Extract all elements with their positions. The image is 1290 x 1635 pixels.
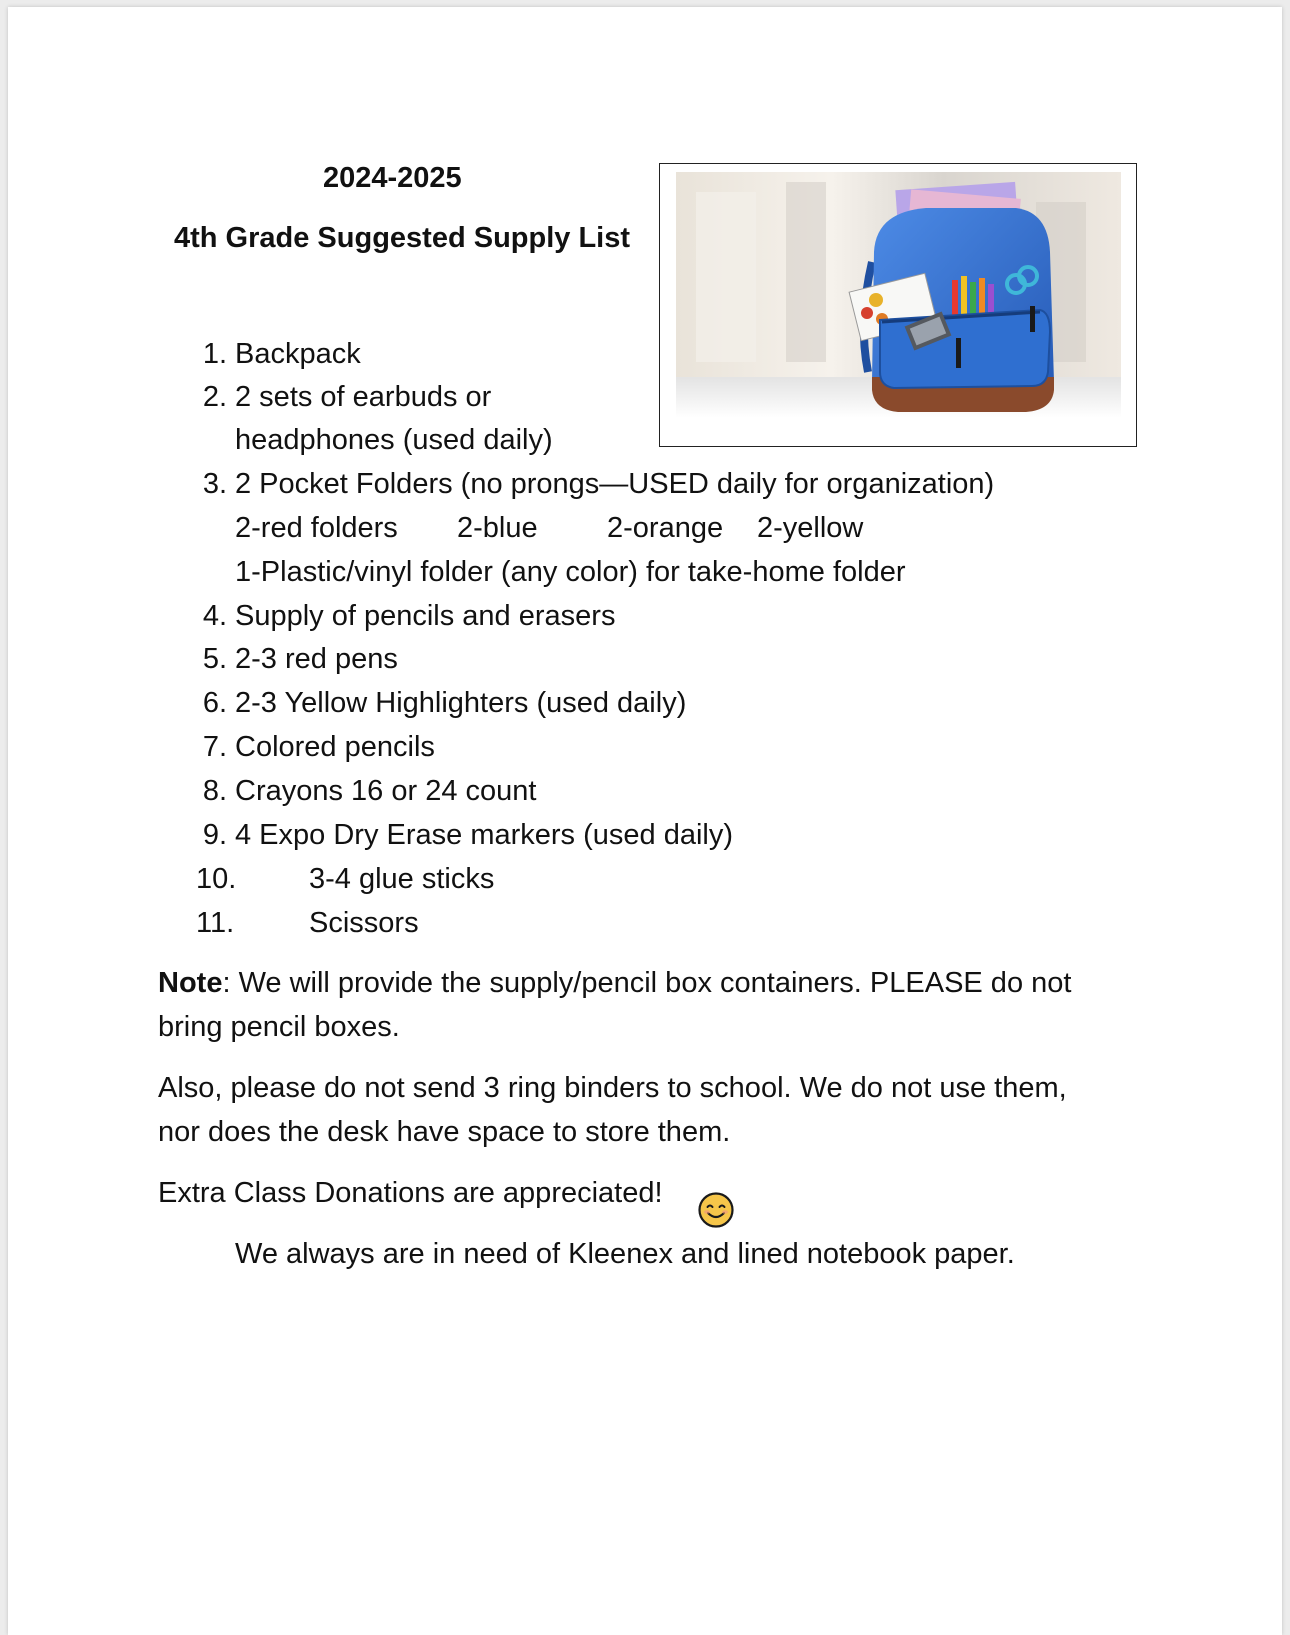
- list-item-number: 1.: [202, 338, 227, 370]
- binder-notice-line1: Also, please do not send 3 ring binders to school. We do not use them,: [158, 1072, 1067, 1104]
- list-item: Scissors: [309, 907, 419, 939]
- folder-color-orange: 2-orange: [607, 512, 724, 544]
- list-item: 4 Expo Dry Erase markers (used daily): [235, 819, 733, 851]
- list-item: 2 Pocket Folders (no prongs—USED daily for organization): [235, 468, 995, 500]
- list-item-number: 4.: [202, 600, 227, 632]
- smiley-icon: [698, 1192, 734, 1228]
- list-item: Backpack: [235, 338, 361, 370]
- folder-color-red: 2-red folders: [235, 512, 398, 544]
- list-item-number: 3.: [202, 468, 227, 500]
- list-item-number: 10.: [196, 863, 237, 895]
- donations-text: Extra Class Donations are appreciated!: [158, 1177, 663, 1209]
- binder-notice-line2: nor does the desk have space to store them.: [158, 1116, 731, 1148]
- list-item-continuation: headphones (used daily): [235, 424, 553, 456]
- note-paragraph: [158, 965, 1071, 1001]
- note-text-line2: bring pencil boxes.: [158, 1011, 400, 1043]
- list-item-number: 6.: [202, 687, 227, 719]
- list-item: 2-3 Yellow Highlighters (used daily): [235, 687, 687, 719]
- backpack-image-frame: [659, 163, 1137, 447]
- list-item: Crayons 16 or 24 count: [235, 775, 537, 807]
- list-item-number: 5.: [202, 643, 227, 675]
- list-item: 3-4 glue sticks: [309, 863, 495, 895]
- list-item-number: 7.: [202, 731, 227, 763]
- backpack-photo: [676, 172, 1121, 418]
- folder-color-blue: 2-blue: [457, 512, 538, 544]
- list-item-number: 9.: [202, 819, 227, 851]
- list-item-number: 2.: [202, 381, 227, 413]
- list-item: Supply of pencils and erasers: [235, 600, 616, 632]
- document-page: [8, 7, 1282, 1635]
- note-label: Note: [158, 967, 223, 999]
- list-item-number: 8.: [202, 775, 227, 807]
- list-item: 2 sets of earbuds or: [235, 381, 492, 413]
- list-item: 2-3 red pens: [235, 643, 398, 675]
- list-item-extra: 1-Plastic/vinyl folder (any color) for take-home folder: [235, 556, 906, 588]
- list-item: Colored pencils: [235, 731, 435, 763]
- page-title: 4th Grade Suggested Supply List: [174, 222, 631, 254]
- year-heading: 2024-2025: [323, 162, 462, 194]
- supplies-needed-text: We always are in need of Kleenex and lined notebook paper.: [235, 1238, 1015, 1270]
- note-text: : We will provide the supply/pencil box containers. PLEASE do not: [222, 967, 1072, 999]
- folder-color-yellow: 2-yellow: [757, 512, 864, 544]
- list-item-number: 11.: [196, 907, 235, 939]
